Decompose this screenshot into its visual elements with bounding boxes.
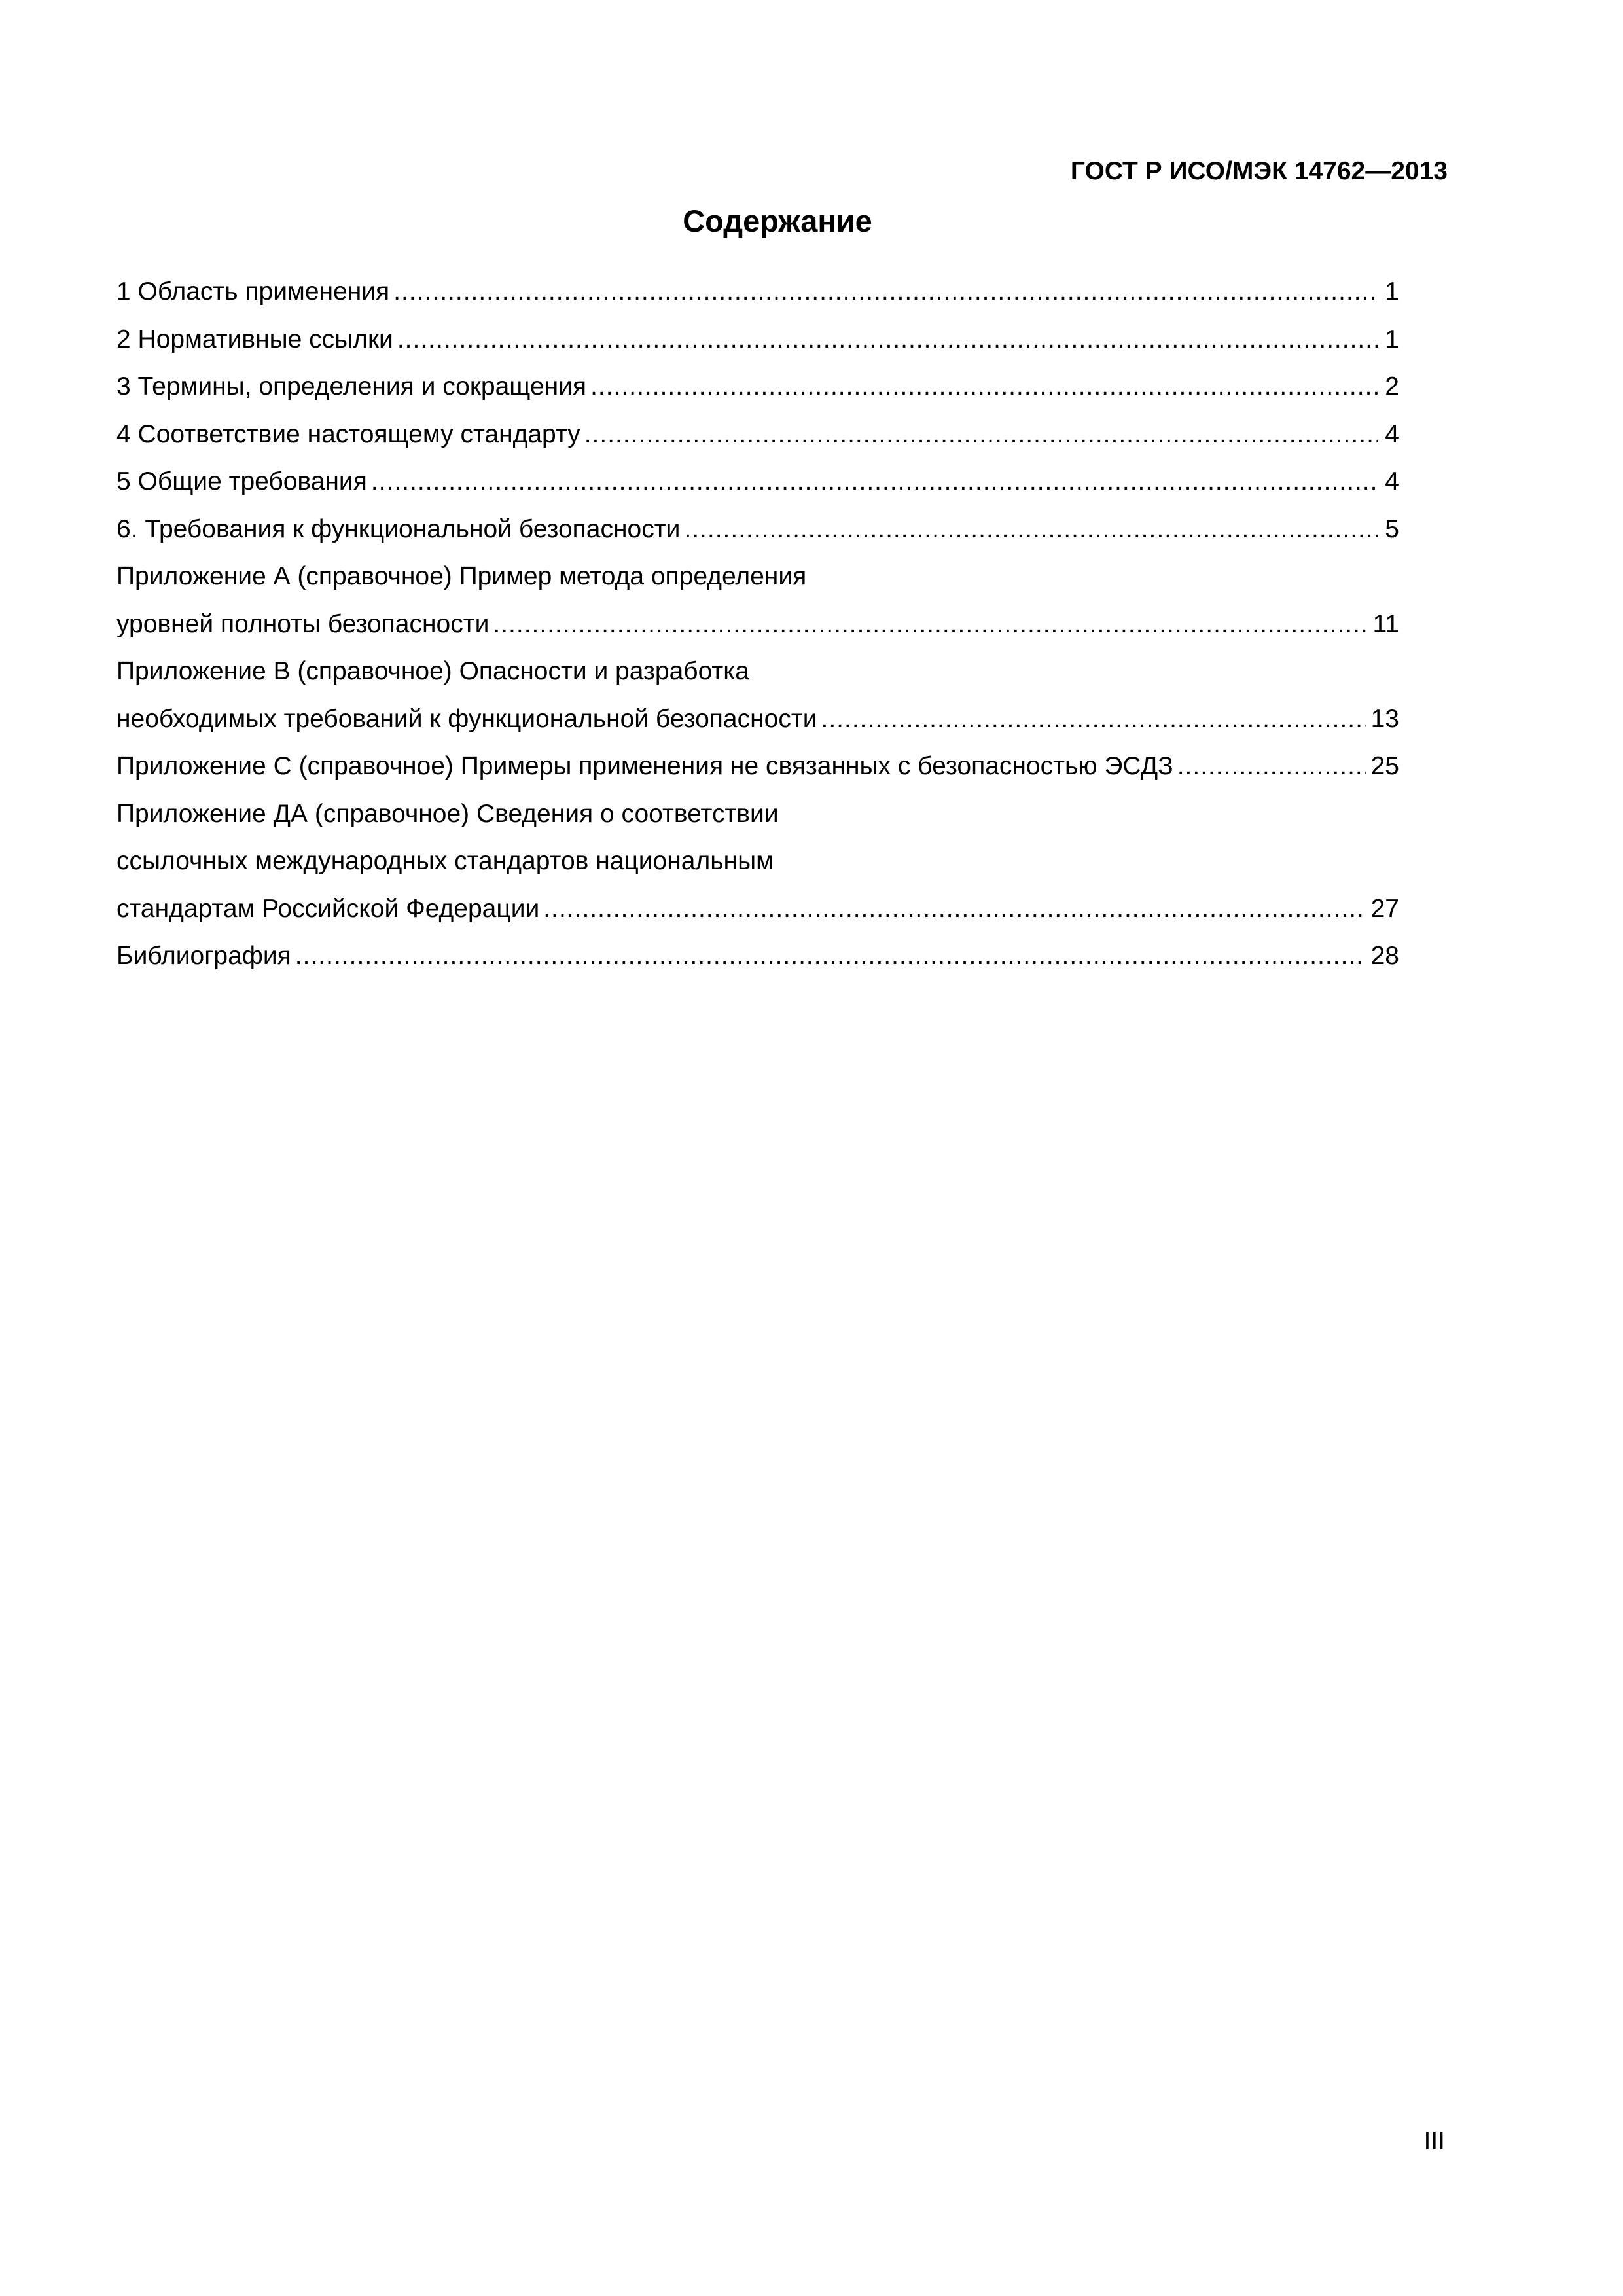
toc-entry-page: 27 bbox=[1370, 894, 1399, 923]
toc-leader-dots bbox=[295, 933, 1366, 980]
toc-entry-title: 6. Требования к функциональной безопасности bbox=[116, 514, 681, 543]
toc-entry[interactable] bbox=[116, 933, 1399, 980]
toc-entry-title: 1 Область применения bbox=[116, 278, 390, 306]
toc-entry-page: 13 bbox=[1370, 704, 1399, 733]
toc-entry-title: уровней полноты безопасности bbox=[116, 609, 490, 638]
toc-entry-page: 1 bbox=[1385, 325, 1399, 353]
toc-leader-dots bbox=[543, 886, 1365, 933]
toc-entry-page: 1 bbox=[1385, 278, 1399, 306]
toc-entry-title: 4 Соответствие настоящему стандарту bbox=[116, 420, 580, 448]
toc-entry[interactable] bbox=[116, 458, 1399, 506]
toc-entry-continued-line[interactable] bbox=[116, 648, 1399, 696]
toc-entry[interactable] bbox=[116, 268, 1399, 316]
toc-entry-title: 2 Нормативные ссылки bbox=[116, 325, 393, 353]
toc-leader-dots bbox=[493, 601, 1367, 649]
toc-leader-dots bbox=[393, 268, 1378, 316]
toc-entry[interactable] bbox=[116, 743, 1399, 791]
toc-leader-dots bbox=[684, 506, 1378, 554]
toc-entry[interactable] bbox=[116, 601, 1399, 649]
toc-entry-page: 28 bbox=[1370, 942, 1399, 970]
toc-entry-continued-line[interactable] bbox=[116, 553, 1399, 601]
toc-entry-continued-line[interactable] bbox=[116, 791, 1399, 838]
toc-entry-title: ссылочных международных стандартов национальным bbox=[116, 847, 774, 875]
toc-entry-title: 3 Термины, определения и сокращения bbox=[116, 372, 587, 401]
toc-leader-dots bbox=[397, 316, 1378, 364]
toc-title: Содержание bbox=[683, 204, 872, 238]
toc-entry-title: Библиография bbox=[116, 942, 291, 970]
toc-leader-dots bbox=[584, 411, 1378, 459]
toc-entry-page: 4 bbox=[1385, 467, 1399, 495]
toc-entry-page: 11 bbox=[1372, 609, 1399, 638]
toc-entry[interactable] bbox=[116, 363, 1399, 411]
page-number: III bbox=[1423, 2127, 1445, 2155]
toc-entry-title: необходимых требований к функциональной безопасности bbox=[116, 704, 817, 733]
toc-leader-dots bbox=[1177, 743, 1366, 791]
toc-entry-title: Приложение ДА (справочное) Сведения о соответствии bbox=[116, 799, 779, 828]
toc-entry-title: Приложение А (справочное) Пример метода определения bbox=[116, 562, 807, 590]
toc-entry-page: 2 bbox=[1385, 372, 1399, 401]
toc-entry-page: 4 bbox=[1385, 420, 1399, 448]
toc-entry-page: 5 bbox=[1385, 514, 1399, 543]
toc-leader-dots bbox=[371, 458, 1378, 506]
toc-leader-dots bbox=[821, 696, 1365, 744]
toc-entry-title: стандартам Российской Федерации bbox=[116, 894, 540, 923]
toc-entry-page: 25 bbox=[1370, 752, 1399, 780]
toc-leader-dots bbox=[590, 363, 1378, 411]
toc-entry-title: Приложение В (справочное) Опасности и разработка bbox=[116, 657, 749, 685]
toc-entry[interactable] bbox=[116, 316, 1399, 364]
toc-entry-continued-line[interactable] bbox=[116, 838, 1399, 886]
document-code: ГОСТ Р ИСО/МЭК 14762—2013 bbox=[1070, 157, 1448, 185]
toc-entry[interactable] bbox=[116, 696, 1399, 744]
toc-entry[interactable] bbox=[116, 411, 1399, 459]
toc-entry-title: 5 Общие требования bbox=[116, 467, 367, 495]
toc-entry-title: Приложение С (справочное) Примеры применения не связанных с безопасностью ЭСДЗ bbox=[116, 752, 1173, 780]
table-of-contents bbox=[116, 268, 1399, 980]
toc-entry[interactable] bbox=[116, 506, 1399, 554]
toc-entry[interactable] bbox=[116, 886, 1399, 933]
